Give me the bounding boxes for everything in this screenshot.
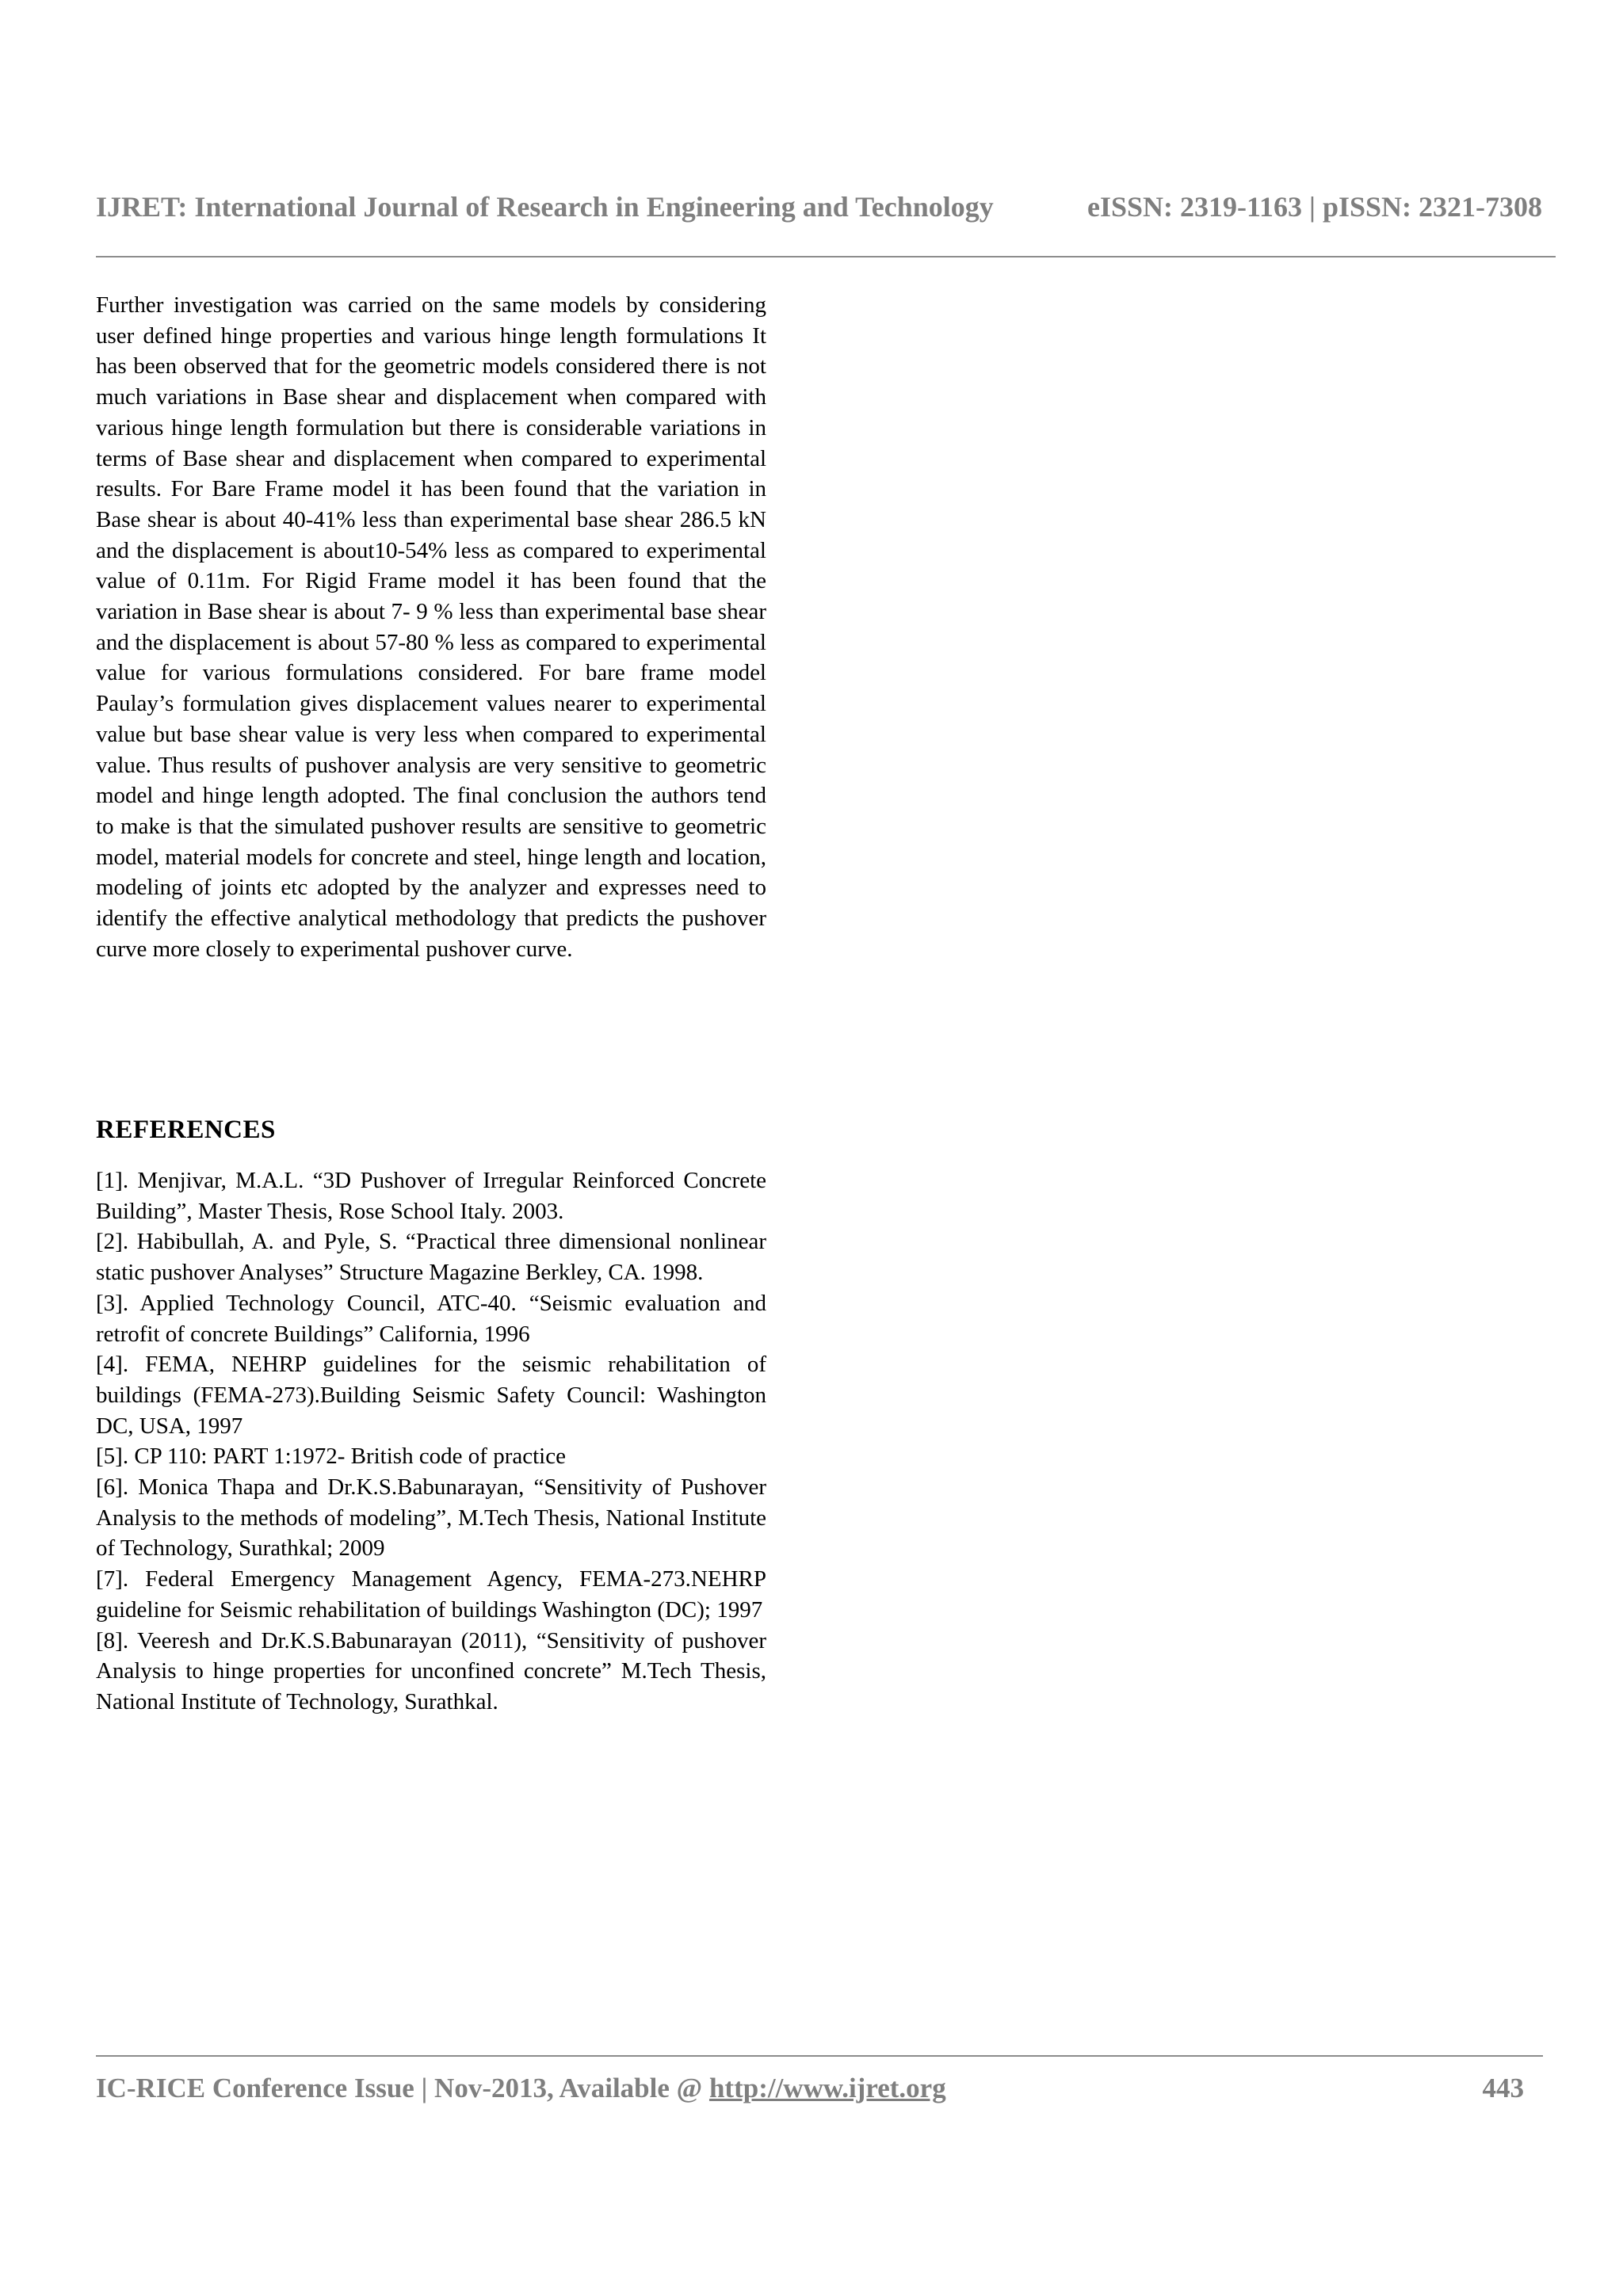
journal-website-link[interactable]: http://www.ijret.org [708, 2073, 946, 2103]
reference-item: [2]. Habibullah, A. and Pyle, S. “Practical three dimensional nonlinear static pushover Analyses” Structure Magazine Berkley, CA. 1998. [96, 1229, 766, 1286]
footer-divider [96, 2055, 1543, 2057]
journal-title: IJRET: International Journal of Research in Engineering and Technology [96, 191, 994, 223]
references-heading: REFERENCES [96, 1116, 276, 1144]
issue-text: IC-RICE Conference Issue | Nov-2013, Available @ [96, 2073, 709, 2103]
issn-info: eISSN: 2319-1163 | pISSN: 2321-7308 [1087, 191, 1542, 223]
reference-item: [8]. Veeresh and Dr.K.S.Babunarayan (2011), “Sensitivity of pushover Analysis to hinge properties for unconfined concrete” M.Tech Thesis, National Institute of Technology, Surathkal. [96, 1627, 766, 1714]
reference-item: [4]. FEMA, NEHRP guidelines for the seismic rehabilitation of buildings (FEMA-273).Building Seismic Safety Council: Washington DC, USA, 1997 [96, 1352, 766, 1439]
reference-item: [5]. CP 110: PART 1:1972- British code of practice [96, 1444, 566, 1470]
running-header [96, 190, 1542, 223]
references-list [96, 1165, 766, 1718]
page-number: 443 [1482, 2073, 1524, 2103]
main-column [96, 290, 766, 964]
header-divider [96, 256, 1556, 257]
reference-item: [1]. Menjivar, M.A.L. “3D Pushover of Irregular Reinforced Concrete Building”, Master Thesis, Rose School Italy. 2003. [96, 1168, 766, 1224]
footer-issue [96, 2073, 946, 2104]
reference-item: [6]. Monica Thapa and Dr.K.S.Babunarayan, “Sensitivity of Pushover Analysis to the methods of modeling”, M.Tech Thesis, National Institute of Technology, Surathkal; 2009 [96, 1474, 766, 1562]
conclusion-paragraph: Further investigation was carried on the same models by considering user defined hinge properties and various hinge length formulations It has been observed that for the geometric models considered there is not much variations in Base shear and displacement when compared with various hinge length formulation but there is considerable variations in terms of Base shear and displacement when compared to experimental results. For Bare Frame model it has been found that the variation in Base shear is about 40-41% less than experimental base shear 286.5 kN and the displacement is about10-54% less as compared to experimental value of 0.11m. For Rigid Frame model it has been found that the variation in Base shear is about 7- 9 % less than experimental base shear and the displacement is about 57-80 % less as compared to experimental value for various formulations considered. For bare frame model Paulay’s formulation gives displacement values nearer to experimental value but base shear value is very less when compared to experimental value. Thus results of pushover analysis are very sensitive to geometric model and hinge length adopted. The final conclusion the authors tend to make is that the simulated pushover results are sensitive to geometric model, material models for concrete and steel, hinge length and location, modeling of joints etc adopted by the analyzer and expresses need to identify the effective analytical methodology that predicts the pushover curve more closely to experimental pushover curve. [96, 292, 766, 962]
reference-item: [3]. Applied Technology Council, ATC-40. “Seismic evaluation and retrofit of concrete Buildings” California, 1996 [96, 1290, 766, 1347]
reference-item: [7]. Federal Emergency Management Agency, FEMA-273.NEHRP guideline for Seismic rehabilitation of buildings Washington (DC); 1997 [96, 1566, 766, 1623]
running-footer [96, 2073, 1524, 2104]
